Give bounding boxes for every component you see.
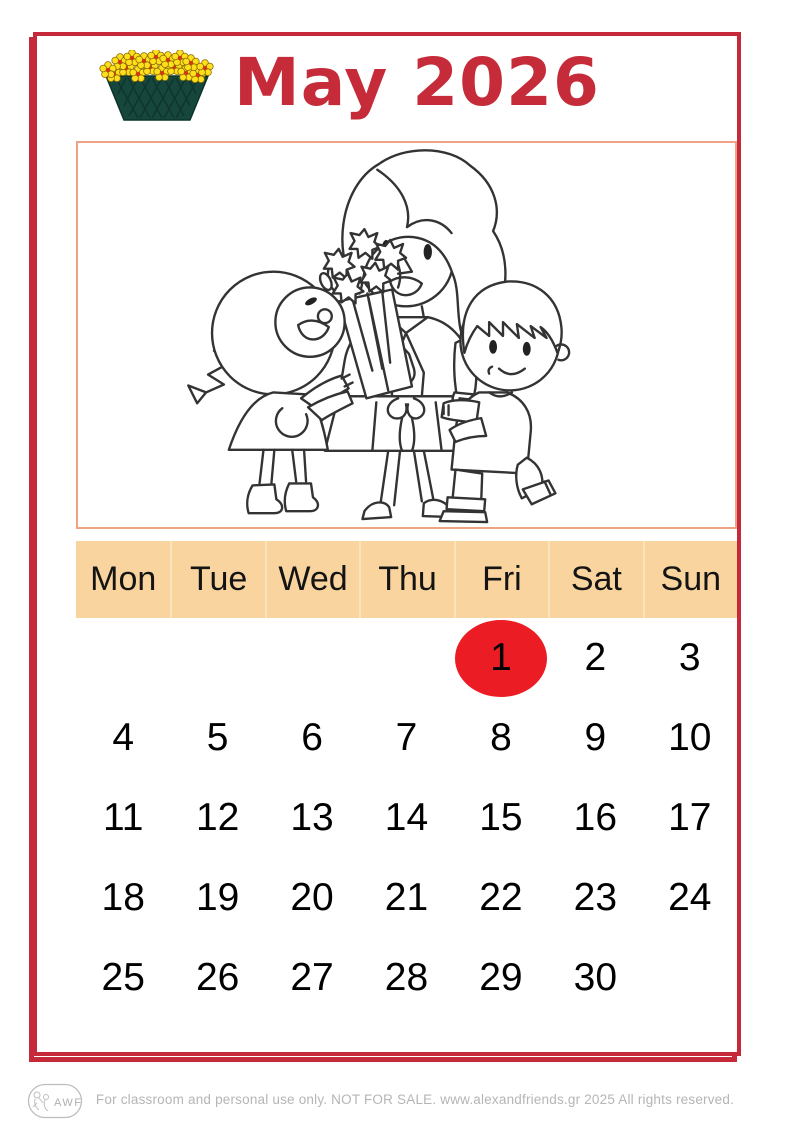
date-cell: 17 — [668, 796, 712, 839]
illustration-frame — [76, 141, 737, 529]
date-cell — [170, 618, 264, 698]
date-cell: 16 — [573, 796, 618, 839]
weekday-sun: Sun — [643, 541, 737, 618]
awf-logo — [27, 1083, 83, 1119]
svg-text:AWF: AWF — [54, 1097, 83, 1109]
date-cell — [265, 618, 359, 698]
date-cell: 1 — [454, 618, 548, 698]
date-cell: 25 — [101, 956, 145, 999]
date-cell: 27 — [290, 956, 334, 999]
weekday-wed: Wed — [265, 541, 359, 618]
weekday-header-row — [76, 541, 737, 618]
flower-basket-icon — [98, 50, 216, 124]
weekday-thu: Thu — [359, 541, 453, 618]
weekday-tue: Tue — [170, 541, 264, 618]
dates-grid — [76, 618, 737, 1018]
date-cell: 30 — [573, 956, 618, 999]
footer-note: For classroom and personal use only. NOT FOR SALE. www.alexandfriends.gr 2025 All rights reserved. — [95, 1092, 735, 1107]
date-cell: 12 — [195, 796, 240, 839]
date-cell: 29 — [479, 956, 523, 999]
date-cell: 4 — [112, 716, 135, 759]
date-cell: 19 — [195, 876, 240, 919]
date-cell: 11 — [102, 796, 144, 839]
date-cell: 28 — [384, 956, 429, 999]
date-cell — [643, 938, 737, 1018]
date-cell: 22 — [479, 876, 523, 919]
date-cell: 18 — [101, 876, 145, 919]
date-cell: 9 — [584, 716, 607, 759]
date-cell: 3 — [678, 636, 701, 679]
date-cell: 2 — [584, 636, 607, 679]
date-cell: 8 — [490, 716, 512, 759]
date-cell: 26 — [195, 956, 240, 999]
date-cell: 20 — [290, 876, 334, 919]
date-cell — [359, 618, 453, 698]
weekday-fri: Fri — [454, 541, 548, 618]
weekday-sat: Sat — [548, 541, 642, 618]
date-cell: 21 — [384, 876, 429, 919]
date-cell: 13 — [290, 796, 334, 839]
date-cell: 23 — [573, 876, 618, 919]
date-cell: 15 — [479, 796, 523, 839]
date-cell: 24 — [668, 876, 712, 919]
date-cell: 5 — [206, 716, 229, 759]
date-cell: 10 — [668, 716, 712, 759]
date-cell: 14 — [384, 796, 429, 839]
page-title: May 2026 — [234, 44, 600, 121]
mother-and-children-illustration — [78, 143, 735, 527]
date-cell: 7 — [395, 716, 418, 759]
date-cell: 6 — [301, 716, 323, 759]
date-cell — [76, 618, 170, 698]
weekday-mon: Mon — [90, 560, 157, 598]
